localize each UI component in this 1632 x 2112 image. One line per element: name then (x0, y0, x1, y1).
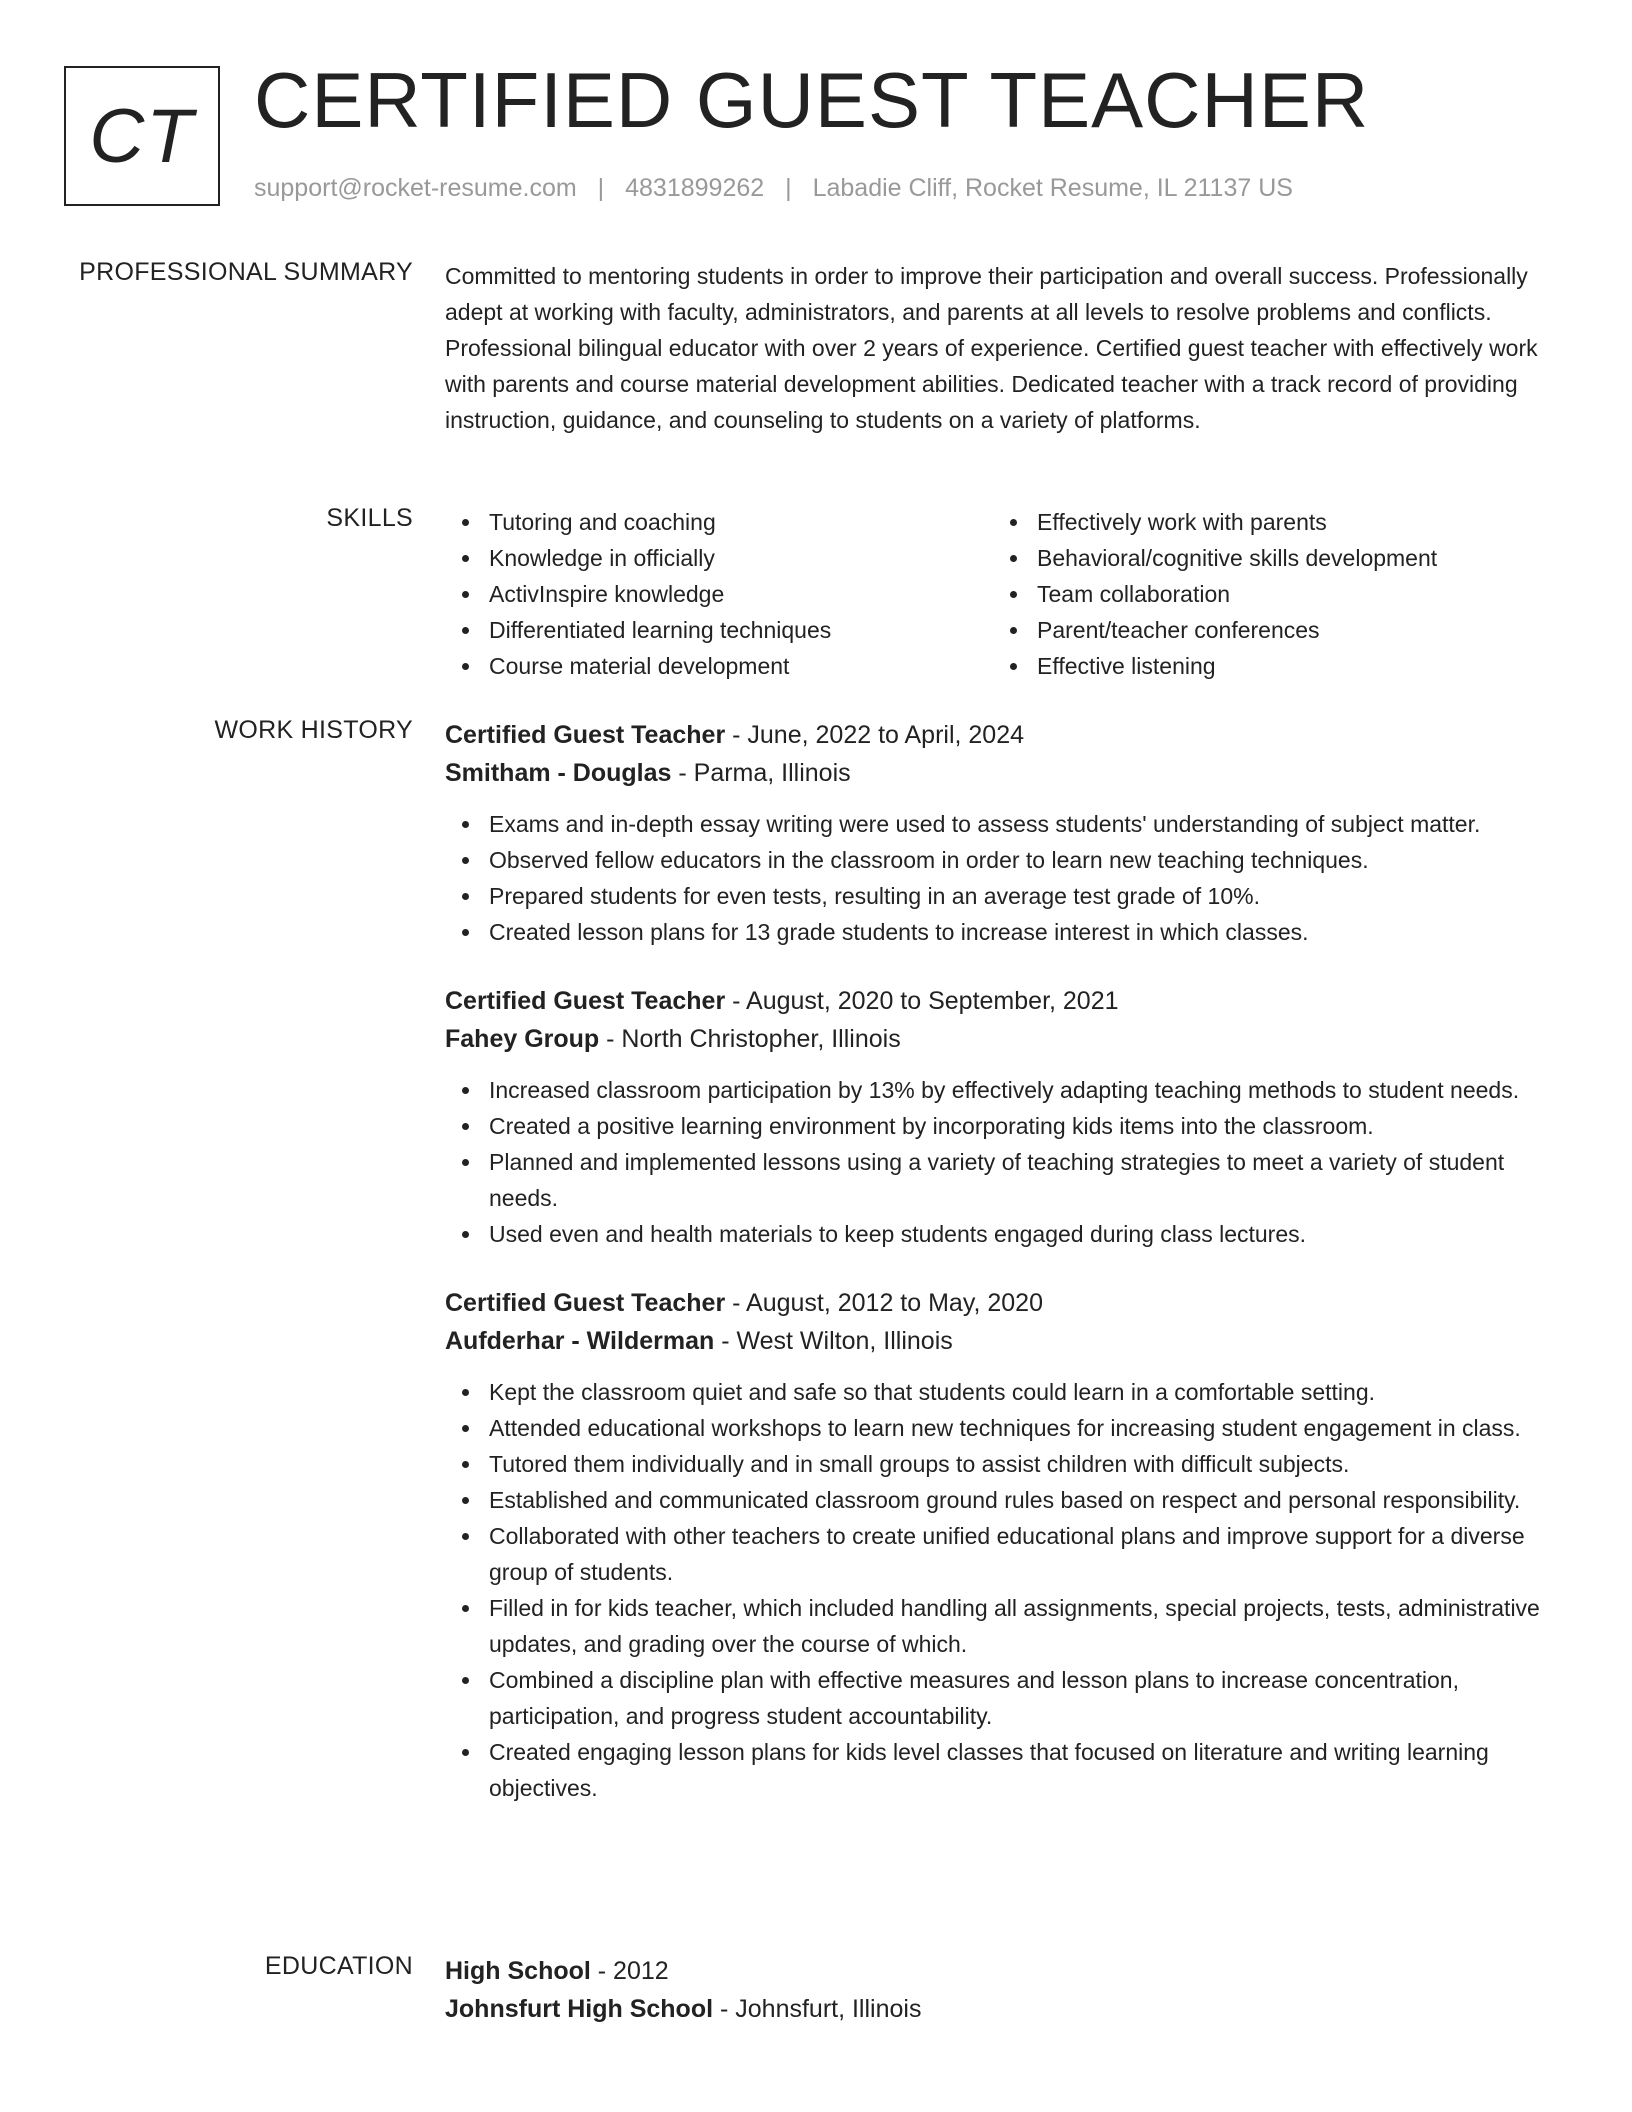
job-bullet: Created lesson plans for 13 grade students to increase interest in which classes. (445, 914, 1565, 950)
education-title: EDUCATION (264, 1952, 413, 1980)
education-body (445, 1952, 1565, 2028)
work-body (445, 716, 1565, 1838)
education-degree: High School (445, 1957, 591, 1985)
job-location: - West Wilton, Illinois (714, 1327, 953, 1355)
skill-item: Effectively work with parents (993, 504, 1541, 540)
skills-body (445, 504, 1565, 684)
contact-separator: | (597, 174, 605, 202)
job-company: Aufderhar - Wilderman (445, 1327, 715, 1355)
job-dates: - June, 2022 to April, 2024 (725, 721, 1025, 749)
job-bullet: Established and communicated classroom ground rules based on respect and personal responsibility. (445, 1482, 1565, 1518)
summary-body (445, 258, 1565, 438)
job-dates: - August, 2020 to September, 2021 (725, 987, 1119, 1015)
job-bullet: Collaborated with other teachers to create unified educational plans and improve support for a diverse group of students. (445, 1518, 1565, 1590)
skill-item: Differentiated learning techniques (445, 612, 993, 648)
job-bullet: Created a positive learning environment by incorporating kids items into the classroom. (445, 1108, 1565, 1144)
job-title-line (445, 982, 1565, 1020)
job-company-line (445, 1020, 1565, 1058)
job-role: Certified Guest Teacher (445, 1289, 726, 1317)
summary-text: Committed to mentoring students in order to improve their participation and overall success. Professionally adept at working with faculty, administrators, and parents at all levels to resolve problems and conflicts. Professional bilingual educator with over 2 years of experience. Certified guest teacher with effectively work with parents and course material development abilities. Dedicated teacher with a track record of providing instruction, guidance, and counseling to students on a variety of platforms. (445, 263, 1538, 433)
job-bullet: Tutored them individually and in small groups to assist children with difficult subjects. (445, 1446, 1565, 1482)
summary-title: PROFESSIONAL SUMMARY (79, 258, 413, 286)
job-company: Smitham - Douglas (445, 759, 672, 787)
job-bullets (445, 1374, 1565, 1806)
skills-list-left (445, 504, 993, 684)
education-degree-line (445, 1952, 1565, 1990)
skill-item: Knowledge in officially (445, 540, 993, 576)
job-bullet: Increased classroom participation by 13% by effectively adapting teaching methods to student needs. (445, 1072, 1565, 1108)
job-entry (445, 1284, 1565, 1806)
skills-title: SKILLS (326, 504, 413, 532)
job-bullet: Kept the classroom quiet and safe so that students could learn in a comfortable setting. (445, 1374, 1565, 1410)
education-location: - Johnsfurt, Illinois (713, 1995, 922, 2023)
job-bullet: Used even and health materials to keep students engaged during class lectures. (445, 1216, 1565, 1252)
work-title: WORK HISTORY (214, 716, 413, 744)
job-bullet: Created engaging lesson plans for kids level classes that focused on literature and writing learning objectives. (445, 1734, 1565, 1806)
resume-name: CERTIFIED GUEST TEACHER (254, 56, 1370, 144)
job-entry (445, 982, 1565, 1252)
job-bullet: Planned and implemented lessons using a variety of teaching strategies to meet a variety of student needs. (445, 1144, 1565, 1216)
job-bullet: Prepared students for even tests, resulting in an average test grade of 10%. (445, 878, 1565, 914)
contact-phone[interactable]: 4831899262 (625, 174, 765, 202)
job-title-line (445, 1284, 1565, 1322)
job-bullet: Filled in for kids teacher, which included handling all assignments, special projects, tests, administrative updates, and grading over the course of which. (445, 1590, 1565, 1662)
job-bullet: Exams and in-depth essay writing were used to assess students' understanding of subject matter. (445, 806, 1565, 842)
contact-separator: | (785, 174, 792, 202)
skill-item: Team collaboration (993, 576, 1541, 612)
job-role: Certified Guest Teacher (445, 721, 726, 749)
job-bullets (445, 806, 1565, 950)
job-company-line (445, 754, 1565, 792)
job-company-line (445, 1322, 1565, 1360)
job-company: Fahey Group (445, 1025, 600, 1053)
job-role: Certified Guest Teacher (445, 987, 726, 1015)
job-bullet: Combined a discipline plan with effective measures and lesson plans to increase concentration, participation, and progress student accountability. (445, 1662, 1565, 1734)
skill-item: Behavioral/cognitive skills development (993, 540, 1541, 576)
skill-item: Parent/teacher conferences (993, 612, 1541, 648)
education-year: - 2012 (590, 1957, 669, 1985)
job-title-line (445, 716, 1565, 754)
job-bullets (445, 1072, 1565, 1252)
skill-item: Effective listening (993, 648, 1541, 684)
skill-item: Course material development (445, 648, 993, 684)
skill-item: Tutoring and coaching (445, 504, 993, 540)
job-dates: - August, 2012 to May, 2020 (725, 1289, 1043, 1317)
education-school: Johnsfurt High School (445, 1995, 714, 2023)
job-bullet: Attended educational workshops to learn new techniques for increasing student engagement in class. (445, 1410, 1565, 1446)
skill-item: ActivInspire knowledge (445, 576, 993, 612)
job-location: - Parma, Illinois (671, 759, 851, 787)
job-bullet: Observed fellow educators in the classroom in order to learn new teaching techniques. (445, 842, 1565, 878)
monogram-logo: CT (64, 66, 220, 206)
contact-address: Labadie Cliff, Rocket Resume, IL 21137 US (812, 174, 1293, 202)
contact-line (254, 174, 1293, 203)
education-school-line (445, 1990, 1565, 2028)
job-entry (445, 716, 1565, 950)
job-location: - North Christopher, Illinois (599, 1025, 901, 1053)
contact-email[interactable]: support@rocket-resume.com (254, 174, 577, 202)
skills-list-right (993, 504, 1541, 684)
